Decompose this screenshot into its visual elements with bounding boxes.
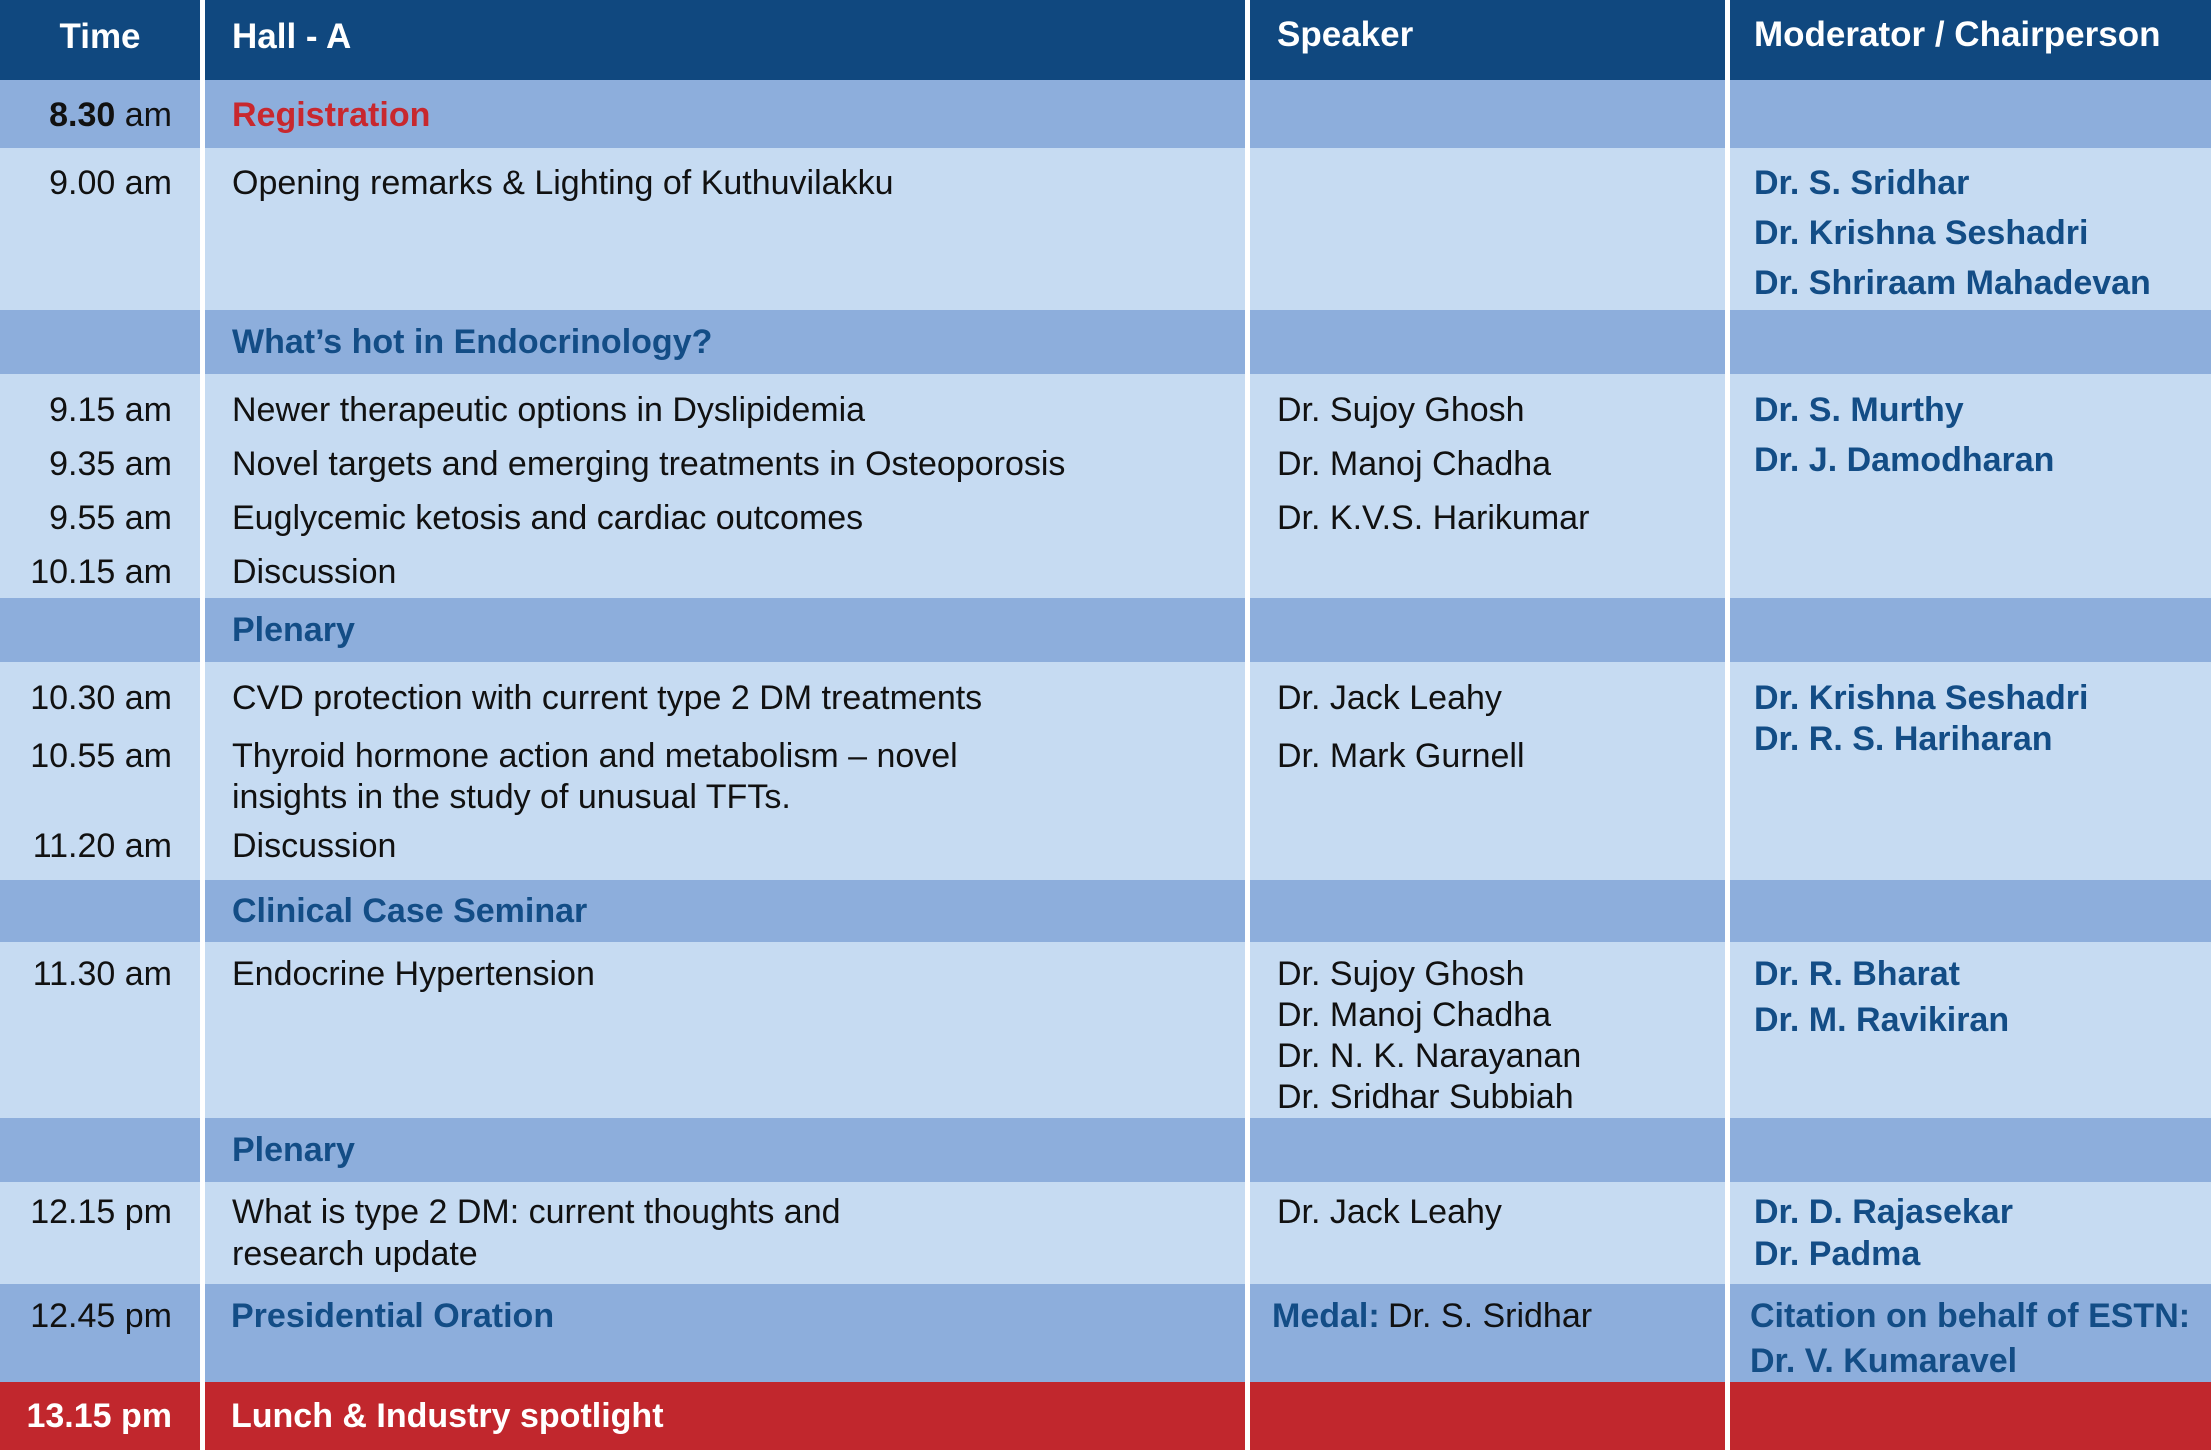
plenary2-section-title: Plenary [232, 1131, 355, 1169]
plenary1-section-row [0, 598, 2211, 662]
header-hall: Hall - A [232, 17, 352, 56]
registration-time-unit: am [124, 96, 172, 134]
header-row [0, 0, 2211, 80]
opening-time: 9.00 am [49, 164, 172, 202]
medal-recipient: Dr. S. Sridhar [1388, 1297, 1593, 1335]
opening-title-cell [205, 148, 1245, 310]
moderator-name: Dr. Krishna Seshadri [1754, 214, 2089, 252]
moderator-name: Dr. M. Ravikiran [1754, 1001, 2010, 1039]
header-speaker-cell [1250, 0, 1725, 80]
talk-time: 9.35 am [49, 445, 172, 483]
talk-title: Discussion [232, 827, 397, 865]
clinical-moderators-cell [1730, 942, 2211, 1118]
endo-section-speaker-cell [1250, 310, 1725, 374]
endo-section-title-cell [205, 310, 1245, 374]
plenary2-time-cell [0, 1182, 200, 1284]
registration-title: Registration [232, 96, 431, 134]
plenary2-section-row [0, 1118, 2211, 1182]
header-time: Time [59, 17, 141, 56]
talk-title-line: Thyroid hormone action and metabolism – novel [232, 737, 958, 775]
speaker-name: Dr. Jack Leahy [1277, 679, 1502, 717]
speaker-name: Dr. Jack Leahy [1277, 1193, 1502, 1231]
registration-moderator-cell [1730, 80, 2211, 148]
plenary1-titles-cell [205, 662, 1245, 880]
moderator-name: Dr. J. Damodharan [1754, 441, 2055, 479]
lunch-time: 13.15 pm [26, 1397, 172, 1435]
opening-time-cell [0, 148, 200, 310]
header-speaker: Speaker [1277, 15, 1414, 54]
lunch-speaker-cell [1250, 1382, 1725, 1450]
clinical-speakers-cell [1250, 942, 1725, 1118]
plenary1-section-title-cell [205, 598, 1245, 662]
talk-title-line: research update [232, 1235, 478, 1273]
plenary1-section-time-cell [0, 598, 200, 662]
moderator-name: Dr. Shriraam Mahadevan [1754, 264, 2151, 302]
moderator-name: Dr. Padma [1754, 1235, 1921, 1273]
moderator-name: Dr. R. Bharat [1754, 955, 1960, 993]
endo-times-cell [0, 374, 200, 598]
talk-time: 9.55 am [49, 499, 172, 537]
endo-section-moderator-cell [1730, 310, 2211, 374]
header-hall-cell [205, 0, 1245, 80]
talk-time: 11.30 am [32, 955, 172, 993]
talk-title-line: insights in the study of unusual TFTs. [232, 778, 791, 816]
speaker-name: Dr. Mark Gurnell [1277, 737, 1525, 775]
moderator-name: Dr. R. S. Hariharan [1754, 720, 2053, 758]
registration-row [0, 80, 2211, 148]
clinical-section-row [0, 880, 2211, 942]
citation-label: Citation on behalf of ESTN: [1750, 1297, 2191, 1335]
endo-section-title: What’s hot in Endocrinology? [232, 323, 713, 361]
talk-time: 12.15 pm [30, 1193, 172, 1231]
oration-row [0, 1284, 2211, 1382]
clinical-time-cell [0, 942, 200, 1118]
endo-talks-row [0, 374, 2211, 598]
talk-time: 10.55 am [30, 737, 172, 775]
lunch-title-cell [205, 1382, 1245, 1450]
clinical-section-speaker-cell [1250, 880, 1725, 942]
endo-moderators-cell [1730, 374, 2211, 598]
speaker-name: Dr. Sridhar Subbiah [1277, 1078, 1574, 1116]
registration-time-cell [0, 80, 200, 148]
clinical-title-cell [205, 942, 1245, 1118]
clinical-section-moderator-cell [1730, 880, 2211, 942]
plenary2-section-time-cell [0, 1118, 200, 1182]
oration-title: Presidential Oration [231, 1297, 555, 1335]
registration-time-num: 8.30 [49, 96, 116, 134]
talk-title: Discussion [232, 553, 397, 591]
clinical-section-time-cell [0, 880, 200, 942]
opening-speaker-cell [1250, 148, 1725, 310]
plenary2-section-moderator-cell [1730, 1118, 2211, 1182]
plenary1-times-cell [0, 662, 200, 880]
talk-time: 11.20 am [32, 827, 172, 865]
speaker-name: Dr. Sujoy Ghosh [1277, 391, 1525, 429]
lunch-title: Lunch & Industry spotlight [231, 1397, 664, 1435]
opening-moderator-cell [1730, 148, 2211, 310]
clinical-row [0, 942, 2211, 1118]
opening-row [0, 148, 2211, 310]
plenary1-moderators-cell [1730, 662, 2211, 880]
talk-title-line: What is type 2 DM: current thoughts and [232, 1193, 841, 1231]
moderator-name: Dr. D. Rajasekar [1754, 1193, 2013, 1231]
speaker-name: Dr. Manoj Chadha [1277, 445, 1552, 483]
plenary1-section-title: Plenary [232, 611, 355, 649]
plenary2-title-cell [205, 1182, 1245, 1284]
registration-time [49, 95, 172, 135]
clinical-section-title-cell [205, 880, 1245, 942]
clinical-section-title: Clinical Case Seminar [232, 892, 588, 930]
lunch-time-cell [0, 1382, 200, 1450]
talk-title: Newer therapeutic options in Dyslipidemia [232, 391, 866, 429]
endo-section-time-cell [0, 310, 200, 374]
plenary2-section-speaker-cell [1250, 1118, 1725, 1182]
opening-title: Opening remarks & Lighting of Kuthuvilakku [232, 164, 894, 202]
registration-title-cell [205, 80, 1245, 148]
plenary1-section-speaker-cell [1250, 598, 1725, 662]
moderator-name: Dr. S. Murthy [1754, 391, 1964, 429]
oration-medal-cell [1250, 1284, 1725, 1382]
plenary2-speaker-cell [1250, 1182, 1725, 1284]
lunch-moderator-cell [1730, 1382, 2211, 1450]
speaker-name: Dr. Manoj Chadha [1277, 996, 1552, 1034]
endo-titles-cell [205, 374, 1245, 598]
endo-speakers-cell [1250, 374, 1725, 598]
plenary2-moderators-cell [1730, 1182, 2211, 1284]
moderator-name: Dr. S. Sridhar [1754, 164, 1970, 202]
talk-title: Novel targets and emerging treatments in Osteoporosis [232, 445, 1066, 483]
talk-title: CVD protection with current type 2 DM treatments [232, 679, 983, 717]
medal-label: Medal: [1272, 1297, 1380, 1335]
plenary1-talks-row [0, 662, 2211, 880]
talk-time: 10.15 am [30, 553, 172, 591]
header-time-cell [0, 0, 200, 80]
oration-time-cell [0, 1284, 200, 1382]
speaker-name: Dr. K.V.S. Harikumar [1277, 499, 1590, 537]
plenary1-section-moderator-cell [1730, 598, 2211, 662]
talk-time: 12.45 pm [30, 1297, 172, 1335]
plenary2-section-title-cell [205, 1118, 1245, 1182]
talk-title: Endocrine Hypertension [232, 955, 595, 993]
endo-section-row [0, 310, 2211, 374]
talk-time: 9.15 am [49, 391, 172, 429]
speaker-name: Dr. Sujoy Ghosh [1277, 955, 1525, 993]
plenary1-speakers-cell [1250, 662, 1725, 880]
lunch-row [0, 1382, 2211, 1450]
oration-citation-cell [1730, 1284, 2211, 1382]
header-moderator: Moderator / Chairperson [1754, 15, 2161, 54]
talk-time: 10.30 am [30, 679, 172, 717]
header-moderator-cell [1730, 0, 2211, 80]
talk-title: Euglycemic ketosis and cardiac outcomes [232, 499, 864, 537]
moderator-name: Dr. Krishna Seshadri [1754, 679, 2089, 717]
oration-title-cell [205, 1284, 1245, 1382]
citation-name: Dr. V. Kumaravel [1750, 1342, 2018, 1380]
speaker-name: Dr. N. K. Narayanan [1277, 1037, 1582, 1075]
plenary2-row [0, 1182, 2211, 1284]
registration-speaker-cell [1250, 80, 1725, 148]
